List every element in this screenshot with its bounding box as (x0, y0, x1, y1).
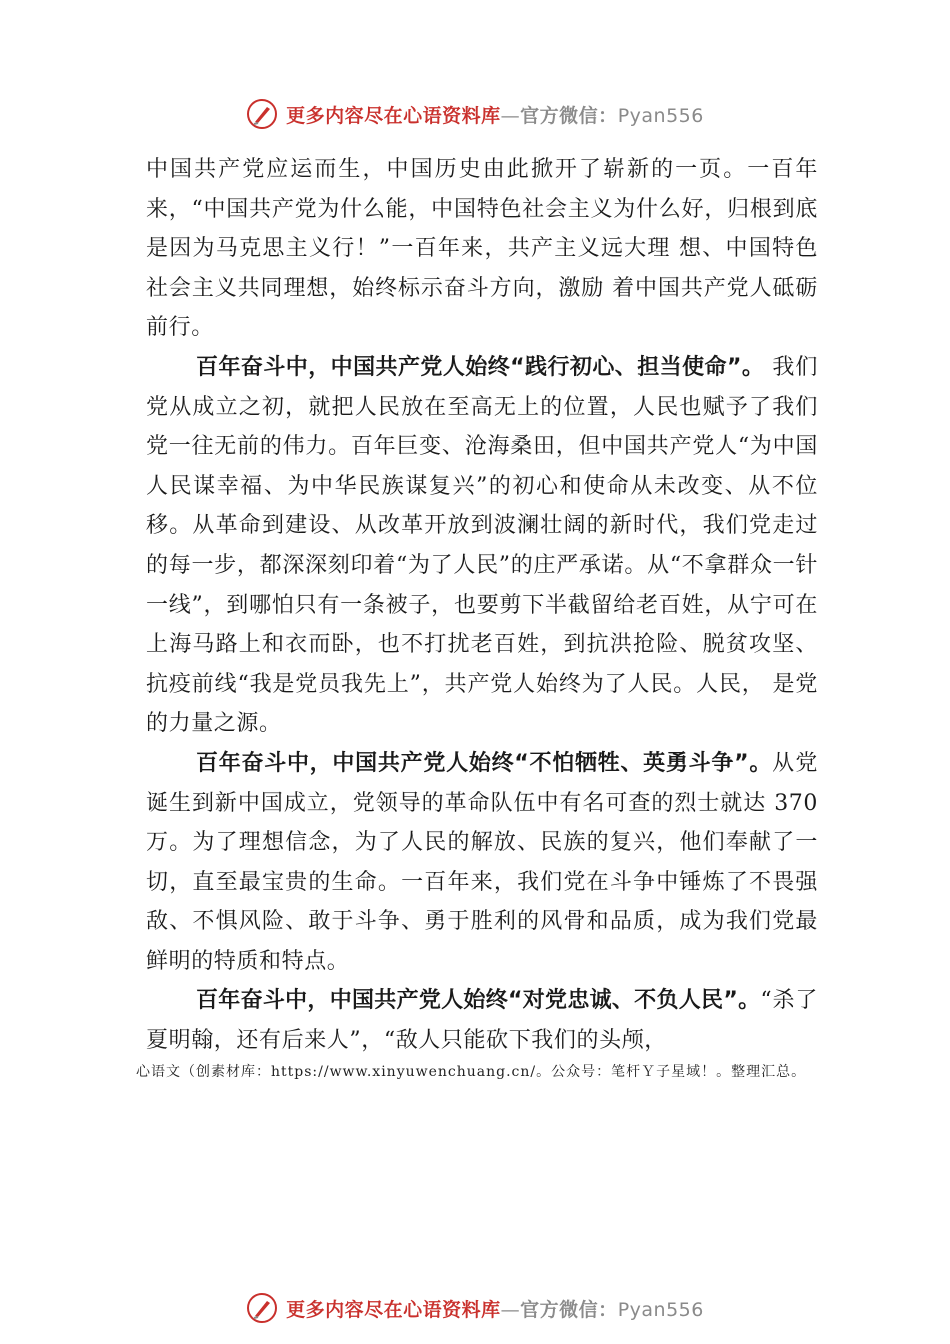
header-banner (0, 96, 950, 132)
paragraph-1: 中国共产党应运而生，中国历史由此掀开了崭新的一页。一百年来，“中国共产党为什么能，中国特色社会主义为什么好，归根到底是因为马克思主义行！”一百年来，共产主义远大理 想、中国特色社会主义共同理想，始终标示奋斗方向，激励 着中国共产党人砥砺前行。 (146, 157, 818, 341)
quill-logo-icon (246, 1292, 278, 1324)
paragraph-2-heading: 百年奋斗中，中国共产党人始终“践行初心、担当使命”。 (196, 354, 765, 380)
banner-title: 更多内容尽在心语资料库 (286, 1298, 501, 1321)
banner-separator: — (500, 1298, 521, 1321)
paragraph-2-body: 我们党从成立之初，就把人民放在至高无上的位置，人民也赋予了我们党一往无前的伟力。百年巨变、沧海桑田，但中国共产党人“为中国人民谋幸福、为中华民族谋复兴”的初心和使命从未改变、从不位移。从革命到建设、从改革开放到波澜壮阔的新时代，我们党走过的每一步，都深深刻印着“为了人民”的庄严承诺。从“不拿群众一针一线”，到哪怕只有一条被子，也要剪下半截留给老百姓，从宁可在上海马路上和衣而卧，也不打扰老百姓，到抗洪抢险、脱贫攻坚、抗疫前线“我是党员我先上”，共产党人始终为了人民。人民， 是党的力量之源。 (146, 354, 818, 737)
banner-account-id: Pyan556 (617, 104, 704, 127)
banner-text (286, 101, 704, 128)
paragraph-4-body: “杀了夏明翰，还有后来人”，“敌人只能砍下我们的头颅， (146, 988, 818, 1054)
banner-separator: — (500, 104, 521, 127)
quill-logo-icon (246, 98, 278, 130)
paragraph-3-body: 从党诞生到新中国成立，党领导的革命队伍中有名可查的烈士就达 370 万。为了理想信念，为了人民的解放、民族的复兴，他们奉献了一切，直至最宝贵的生命。一百年来，我们党在斗争中锤炼了不畏强敌、不惧风险、敢于斗争、勇于胜利的风骨和品质，成为我们党最鲜明的特质和特点。 (146, 750, 818, 974)
paragraph-2 (146, 348, 818, 744)
paragraph-4 (146, 981, 818, 1060)
banner-text (286, 1295, 704, 1322)
paragraph-3 (146, 744, 818, 982)
banner-title: 更多内容尽在心语资料库 (286, 104, 501, 127)
footer-banner (0, 1290, 950, 1326)
paragraph-4-heading: 百年奋斗中，中国共产党人始终“对党忠诚、不负人民”。 (196, 988, 761, 1014)
paragraph-3-heading: 百年奋斗中，中国共产党人始终“不怕牺牲、英勇斗争”。 (196, 750, 773, 776)
document-body (146, 150, 818, 1061)
banner-account-id: Pyan556 (617, 1298, 704, 1321)
banner-official-label: 官方微信： (520, 104, 618, 127)
source-footnote: 心语文（创素材库：https://www.xinyuwenchuang.cn/。公众号：笔杆Ｙ子星域！。整理汇总。 (136, 1064, 807, 1080)
banner-official-label: 官方微信： (520, 1298, 618, 1321)
